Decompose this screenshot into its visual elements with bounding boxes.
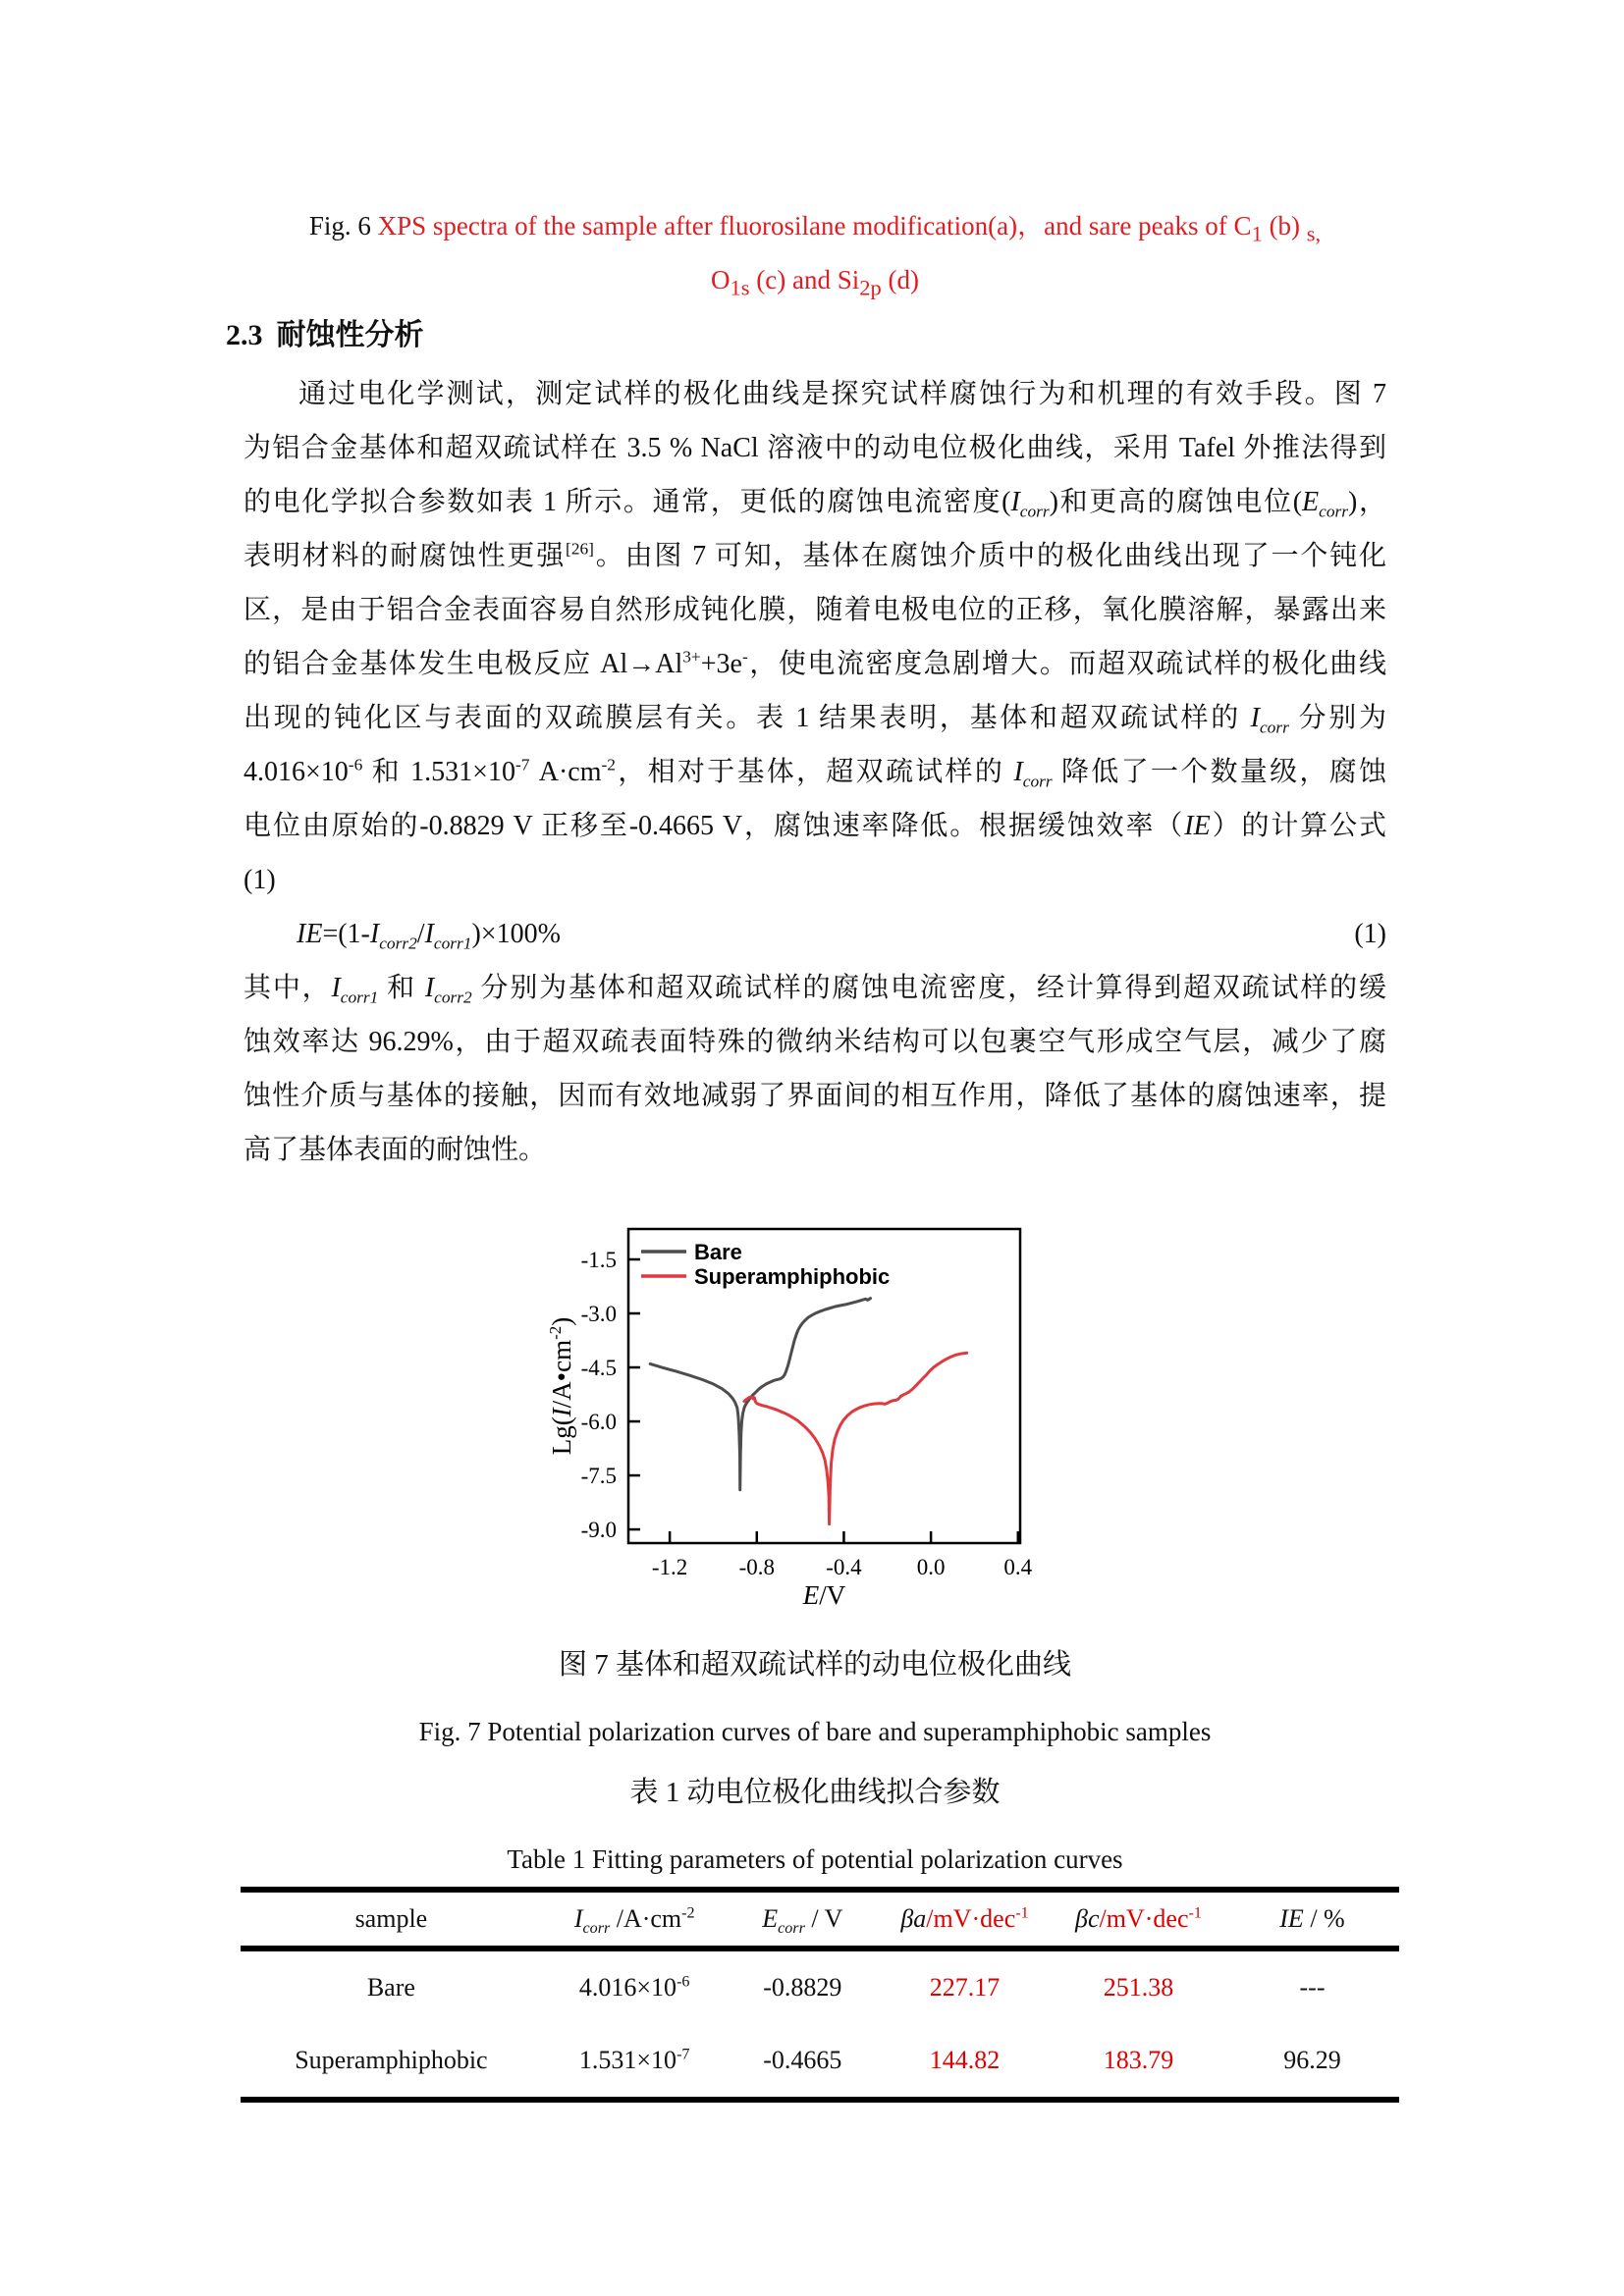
table-header-cell: βa/mV·dec$^{-1}$ (878, 1890, 1052, 1949)
text-line: 表明材料的耐腐蚀性更强[26]。由图 7 可知，基体在腐蚀介质中的极化曲线出现了一个钝化 (244, 539, 1386, 571)
table-header-cell: βc/mV·dec$^{-1}$ (1052, 1890, 1225, 1949)
y-tick-label: -9.0 (580, 1518, 617, 1543)
text-line: 高了基体表面的耐蚀性。 (244, 1135, 547, 1165)
text-line: $4.016\times 10^{-6}$ 和 $1.531\times 10^{-7}$ $A\cdot cm^{-2}$，相对于基体，超双疏试样的 $I_{corr}$ 降低了一个数量级，腐蚀 (244, 755, 1386, 791)
text-line: 蚀性介质与基体的接触，因而有效地减弱了界面间的相互作用，降低了基体的腐蚀速率，提 (244, 1081, 1386, 1111)
table1-caption-en: Table 1 Fitting parameters of potential polarization curves (507, 1844, 1123, 1874)
table-cell: Superamphiphobic (295, 2046, 488, 2074)
y-tick-label: -7.5 (580, 1464, 617, 1489)
x-tick-label: -1.2 (651, 1555, 688, 1579)
legend-label: Bare (694, 1240, 742, 1264)
y-tick-label: -1.5 (580, 1247, 617, 1272)
x-tick-label: -0.4 (826, 1555, 862, 1579)
table-row (241, 2024, 1399, 2100)
table-cell: 96.29 (1283, 2046, 1341, 2074)
fig7-caption-zh: 图 7 基体和超双疏试样的动电位极化曲线 (558, 1649, 1071, 1681)
x-tick-label: 0.4 (1003, 1555, 1033, 1579)
x-tick-label: -0.8 (738, 1555, 775, 1579)
y-axis-ticks (581, 1248, 640, 1542)
polarization-chart (545, 1217, 1173, 1610)
text-line: 其中，$I_{corr1}$ 和 $I_{corr2}$ 分别为基体和超双疏试样的腐蚀电流密度，经计算得到超双疏试样的缓 (244, 973, 1386, 1007)
text-line: 电位由原始的-0.8829 V 正移至-0.4665 V，腐蚀速率降低。根据缓蚀效率（IE）的计算公式 (244, 811, 1386, 841)
table-row (241, 1949, 1399, 2024)
y-tick-label: -3.0 (580, 1302, 617, 1327)
table-cell: Bare (366, 1973, 415, 2002)
series-bare (650, 1299, 870, 1490)
section-title: 耐蚀性分析 (276, 319, 424, 351)
table-cell: 227.17 (929, 1973, 1001, 2002)
paragraph-2 (244, 961, 1386, 1177)
y-tick-label: -4.5 (580, 1356, 617, 1381)
text-line: 出现的钝化区与表面的双疏膜层有关。表 1 结果表明，基体和超双疏试样的 $I_{corr}$ 分别为 (244, 703, 1386, 737)
text-line: 的铝合金基体发生电极反应 $Al\to Al^{3+}+3e^-$，使电流密度急剧增大。而超双疏试样的极化曲线 (244, 647, 1386, 679)
table-header-cell: $E_{corr}$ / V (728, 1890, 878, 1949)
table-cell: 144.82 (929, 2046, 1001, 2074)
text-line: 为铝合金基体和超双疏试样在 3.5 % NaCl 溶液中的动电位极化曲线，采用 Tafel 外推法得到 (244, 433, 1386, 463)
fig6-caption-line1: Fig. 6 XPS spectra of the sample after fluorosilane modification(a)，and sare peaks of $C_1$ (b) $_{s,}$ (308, 211, 1322, 246)
text-line: 蚀效率达 96.29%，由于超双疏表面特殊的微纳米结构可以包裹空气形成空气层，减少了腐 (244, 1027, 1386, 1057)
text-line: 通过电化学测试，测定试样的极化曲线是探究试样腐蚀行为和机理的有效手段。图 7 (298, 379, 1386, 409)
table-cell: -0.4665 (763, 2046, 842, 2074)
text-line: (1) (244, 865, 276, 895)
chart-legend (641, 1240, 890, 1289)
x-axis-label: E/V (802, 1580, 846, 1610)
x-axis-ticks (652, 1531, 1033, 1579)
y-axis-label: $Lg(I/A•cm^{-2})$ (546, 1316, 576, 1456)
section-heading (226, 316, 424, 355)
table1-caption-zh: 表 1 动电位极化曲线拟合参数 (629, 1777, 1001, 1808)
text-line: 区，是由于铝合金表面容易自然形成钝化膜，随着电极电位的正移，氧化膜溶解，暴露出来 (244, 595, 1386, 625)
body-text (244, 367, 1386, 1177)
paragraph-1 (244, 367, 1386, 907)
legend-label: Superamphiphobic (694, 1264, 891, 1289)
equation-body: $IE=(1-I_{corr2}/I_{corr1})\times 100\%$ (297, 919, 561, 953)
table-cell: 183.79 (1103, 2046, 1174, 2074)
table-cell: $1.531\times 10^{-7}$ (578, 2046, 690, 2074)
y-tick-label: -6.0 (580, 1410, 617, 1435)
table-header-cell: $I_{corr}$ $/A\cdot cm^{-2}$ (542, 1890, 728, 1949)
table-cell: $4.016\times 10^{-6}$ (578, 1973, 690, 2002)
table-header-cell: IE / % (1225, 1890, 1399, 1949)
fitting-parameters-table (241, 1887, 1399, 2103)
table-cell: --- (1299, 1973, 1326, 2002)
table-cell: 251.38 (1103, 1973, 1174, 2002)
table-header-cell: sample (241, 1890, 542, 1949)
fig7-caption-en: Fig. 7 Potential polarization curves of bare and superamphiphobic samples (418, 1717, 1212, 1746)
table-cell: -0.8829 (763, 1973, 842, 2002)
equation-1 (244, 907, 1386, 961)
section-number: 2.3 (226, 319, 263, 351)
x-tick-label: 0.0 (916, 1555, 946, 1579)
fig6-caption-line2: $O_{1s}$ (c) and $Si_{2p}$ (d) (711, 265, 919, 300)
text-line: 的电化学拟合参数如表 1 所示。通常，更低的腐蚀电流密度$(I_{corr})$和更高的腐蚀电位$(E_{corr})$， (244, 487, 1387, 521)
table-header-row (241, 1890, 1399, 1949)
figure-7 (545, 1217, 1173, 1610)
equation-number: (1) (1354, 919, 1386, 949)
